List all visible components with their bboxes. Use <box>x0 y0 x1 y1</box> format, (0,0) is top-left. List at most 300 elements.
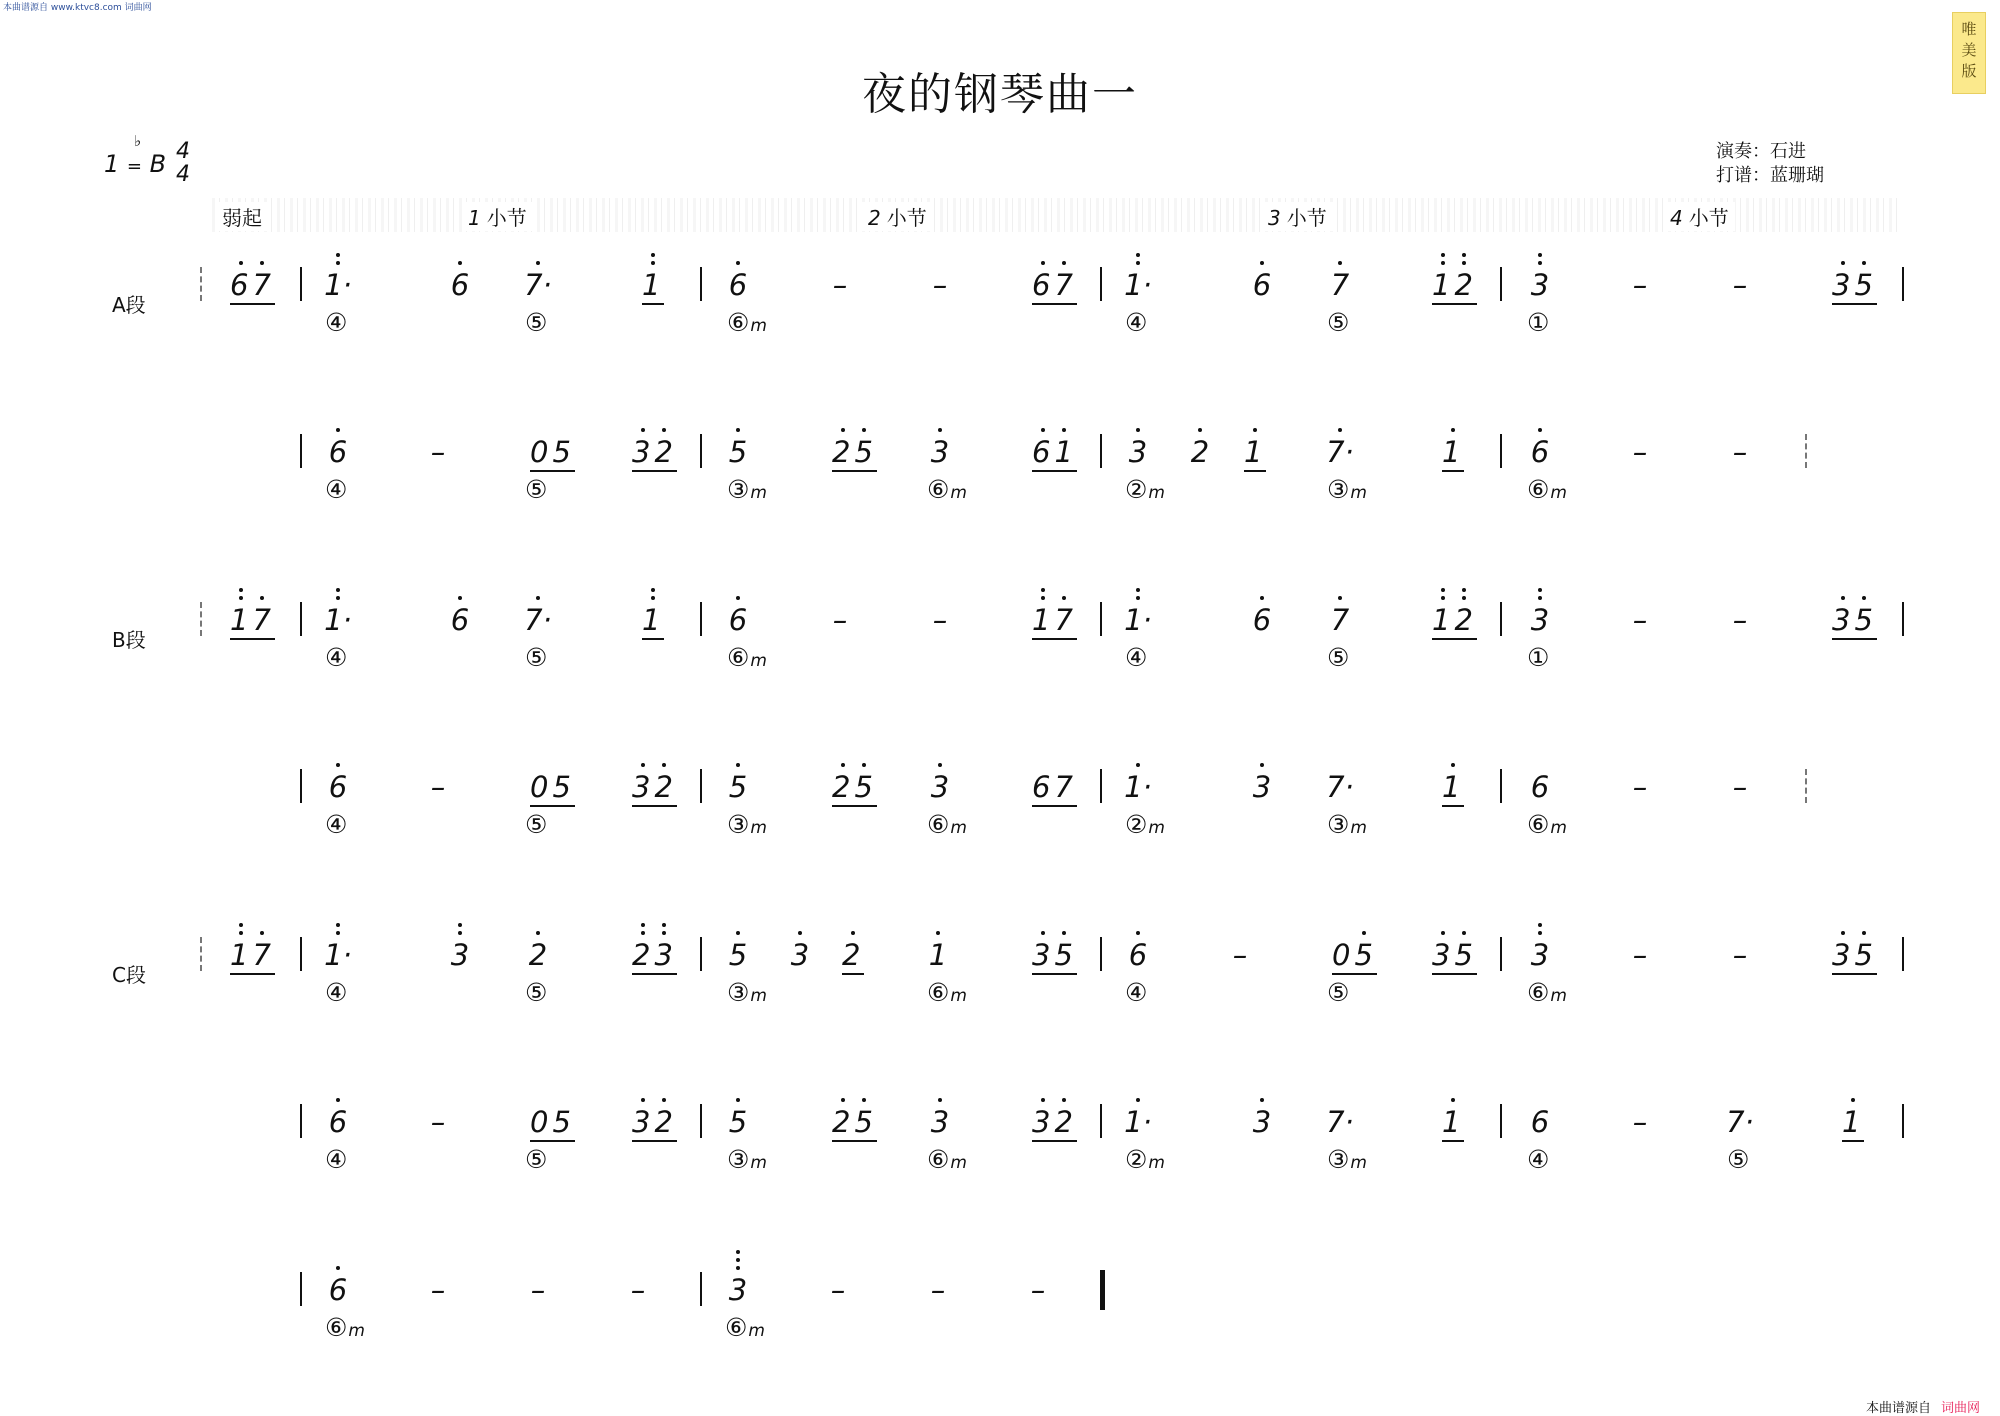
fingering-circle: ④ <box>1125 643 1148 672</box>
octave-dot <box>260 596 264 600</box>
fingering-mark: m <box>750 483 767 503</box>
bar-line <box>1902 1104 1904 1138</box>
time-signature <box>176 140 190 186</box>
string-fingering <box>325 1314 365 1345</box>
string-fingering <box>1327 644 1349 672</box>
note <box>438 270 482 300</box>
note-text: 1· <box>1124 603 1152 637</box>
note <box>1718 1107 1762 1137</box>
fingering-circle: ⑤ <box>1327 308 1350 337</box>
fingering-circle: ④ <box>325 1145 348 1174</box>
octave-dot <box>1451 428 1455 432</box>
fingering-circle: ⑥ <box>927 1145 950 1174</box>
fingering-circle: ⑤ <box>525 643 548 672</box>
bar-line <box>300 1104 302 1138</box>
eighth-note-group <box>1032 605 1077 635</box>
bar-line <box>1100 937 1102 971</box>
note-text: 7· <box>1326 435 1354 469</box>
note-text: 1 <box>642 603 664 640</box>
note <box>438 940 482 970</box>
bar-line <box>1100 267 1102 301</box>
octave-dot <box>458 596 462 600</box>
string-fingering <box>1125 476 1165 507</box>
string-fingering <box>325 811 347 839</box>
note <box>1718 270 1762 300</box>
octave-dot <box>1462 596 1466 600</box>
octave-dot <box>1841 261 1845 265</box>
octave-dot <box>1136 1098 1140 1102</box>
fingering-mark: m <box>1148 818 1165 838</box>
note-text: 35 <box>1032 938 1077 975</box>
note-text: 32 <box>632 1105 677 1142</box>
octave-dot <box>1451 1098 1455 1102</box>
note-text: – <box>830 1273 846 1307</box>
key-signature <box>104 132 167 178</box>
octave-dot <box>536 261 540 265</box>
octave-dot <box>651 253 655 257</box>
fingering-circle: ③ <box>1327 810 1350 839</box>
fingering-circle: ④ <box>325 810 348 839</box>
octave-dot <box>1441 596 1445 600</box>
octave-dot <box>1260 261 1264 265</box>
fingering-mark: m <box>1550 986 1567 1006</box>
fingering-circle: ⑥ <box>1527 978 1550 1007</box>
octave-dot <box>1441 588 1445 592</box>
note-text: 1 <box>1442 1105 1464 1142</box>
bar-line <box>1500 1104 1502 1138</box>
octave-dot <box>662 428 666 432</box>
note-text: 35 <box>1832 268 1877 305</box>
string-fingering <box>727 811 767 842</box>
octave-dot <box>1538 596 1542 600</box>
note-text: 6 <box>450 603 470 637</box>
string-fingering <box>525 979 547 1007</box>
eighth-note-group <box>1432 940 1477 970</box>
note-text: 2 <box>842 938 864 975</box>
string-fingering <box>1327 811 1367 842</box>
note-text: – <box>1632 1105 1648 1139</box>
key-letter: B <box>149 150 167 178</box>
measure-label-pickup <box>216 202 268 231</box>
fingering-mark: m <box>1550 483 1567 503</box>
fingering-circle: ⑤ <box>1727 1145 1750 1174</box>
note-text: 17 <box>1032 603 1077 640</box>
note-text: 3 <box>728 1273 748 1307</box>
note <box>1618 1107 1662 1137</box>
note <box>1618 772 1662 802</box>
stamp-char: 版 <box>1961 62 1977 80</box>
string-fingering <box>325 644 347 672</box>
octave-dot <box>336 428 340 432</box>
octave-dot <box>1136 931 1140 935</box>
note <box>1618 437 1662 467</box>
note-text: – <box>1732 435 1748 469</box>
note <box>1116 270 1160 300</box>
octave-dot <box>1441 261 1445 265</box>
note <box>1718 437 1762 467</box>
note-text: – <box>1632 770 1648 804</box>
note-text: 32 <box>632 770 677 807</box>
octave-dot <box>336 588 340 592</box>
note-text: – <box>430 1105 446 1139</box>
fingering-mark: m <box>950 986 967 1006</box>
note-text: 6 <box>728 603 748 637</box>
octave-dot <box>1851 1098 1855 1102</box>
string-fingering <box>1527 1146 1549 1174</box>
fingering-circle: ⑥ <box>1527 810 1550 839</box>
string-fingering <box>1125 811 1165 842</box>
octave-dot <box>651 261 655 265</box>
octave-dot <box>938 763 942 767</box>
string-fingering <box>727 476 767 507</box>
footer-source <box>1866 1397 1980 1416</box>
bar-line <box>1500 434 1502 468</box>
note <box>1618 605 1662 635</box>
note <box>416 437 460 467</box>
note-text: – <box>630 1273 646 1307</box>
note <box>1718 772 1762 802</box>
octave-dot <box>1136 763 1140 767</box>
note <box>1518 605 1562 635</box>
octave-dot <box>239 931 243 935</box>
note <box>716 1275 760 1305</box>
octave-dot <box>458 931 462 935</box>
note-text: 35 <box>1832 938 1877 975</box>
octave-dot <box>336 763 340 767</box>
measure-label-text: 小节 <box>1286 206 1327 230</box>
octave-dot <box>862 1098 866 1102</box>
note <box>1240 772 1284 802</box>
note-text: – <box>1030 1273 1046 1307</box>
bar-line <box>1500 267 1502 301</box>
note-text: 7· <box>524 603 552 637</box>
fingering-mark: m <box>750 316 767 336</box>
section-bar-line <box>1805 769 1809 803</box>
fingering-circle: ① <box>1527 308 1550 337</box>
note-text: – <box>1632 435 1648 469</box>
fingering-circle: ⑤ <box>525 308 548 337</box>
section-label-c: C段 <box>112 963 146 987</box>
octave-dot <box>336 261 340 265</box>
fingering-circle: ① <box>1527 643 1550 672</box>
note-text: – <box>1632 603 1648 637</box>
bar-line <box>1100 1104 1102 1138</box>
fingering-circle: ⑤ <box>525 475 548 504</box>
octave-dot <box>641 763 645 767</box>
eighth-note-group <box>1432 605 1477 635</box>
note-text: 5 <box>728 435 748 469</box>
note-text: – <box>1632 938 1648 972</box>
note-text: 25 <box>832 1105 877 1142</box>
eighth-note-group <box>1842 1107 1864 1137</box>
octave-dot <box>1441 253 1445 257</box>
octave-dot <box>1862 596 1866 600</box>
string-fingering <box>525 644 547 672</box>
note-text: 67 <box>1032 770 1077 807</box>
octave-dot <box>536 931 540 935</box>
note <box>416 1107 460 1137</box>
string-fingering <box>725 1314 765 1345</box>
note-text: – <box>832 603 848 637</box>
octave-dot <box>336 931 340 935</box>
eighth-note-group <box>832 437 877 467</box>
fingering-circle: ③ <box>727 475 750 504</box>
octave-dot <box>662 931 666 935</box>
note <box>918 1107 962 1137</box>
bar-line <box>1100 434 1102 468</box>
note-text: – <box>1732 603 1748 637</box>
eighth-note-group <box>632 437 677 467</box>
section-bar-line <box>1805 434 1809 468</box>
note-text: 3 <box>1252 1105 1272 1139</box>
octave-dot <box>651 596 655 600</box>
fingering-circle: ⑥ <box>1527 475 1550 504</box>
octave-dot <box>641 931 645 935</box>
note-text: – <box>430 1273 446 1307</box>
note <box>1318 1107 1362 1137</box>
octave-dot <box>841 763 845 767</box>
octave-dot <box>662 763 666 767</box>
octave-dot <box>1462 261 1466 265</box>
note-text: 1 <box>642 268 664 305</box>
fingering-circle: ④ <box>1527 1145 1550 1174</box>
note <box>416 1275 460 1305</box>
octave-dot <box>1538 261 1542 265</box>
fingering-mark: m <box>750 651 767 671</box>
octave-dot <box>641 923 645 927</box>
note-text: 1· <box>1124 268 1152 302</box>
eighth-note-group <box>642 270 664 300</box>
note-text: 6 <box>1128 938 1148 972</box>
octave-dot <box>1136 261 1140 265</box>
note-text: 1 <box>1442 770 1464 807</box>
note <box>316 1275 360 1305</box>
note-text: 61 <box>1032 435 1077 472</box>
string-fingering <box>1125 309 1147 337</box>
octave-dot <box>1441 931 1445 935</box>
eighth-note-group <box>1442 437 1464 467</box>
bar-line <box>700 267 702 301</box>
string-fingering <box>927 1146 967 1177</box>
string-fingering <box>1527 476 1567 507</box>
note-text: – <box>932 268 948 302</box>
note-text: 1· <box>1124 1105 1152 1139</box>
note-text: 67 <box>1032 268 1077 305</box>
note-text: – <box>832 268 848 302</box>
eighth-note-group <box>230 270 275 300</box>
note-text: – <box>1732 938 1748 972</box>
fingering-mark: m <box>1350 1153 1367 1173</box>
note <box>1318 270 1362 300</box>
string-fingering <box>727 644 767 675</box>
note-text: 6 <box>1530 770 1550 804</box>
note-text: 1 <box>1842 1105 1864 1142</box>
fingering-circle: ② <box>1125 810 1148 839</box>
string-fingering <box>525 1146 547 1174</box>
octave-dot <box>651 588 655 592</box>
note <box>1518 270 1562 300</box>
note <box>1178 437 1222 467</box>
string-fingering <box>1527 979 1567 1010</box>
measure-number: 1 <box>468 206 481 230</box>
note <box>1240 605 1284 635</box>
octave-dot <box>1841 596 1845 600</box>
bar-line <box>300 267 302 301</box>
octave-dot <box>1260 1098 1264 1102</box>
source-watermark: 本曲谱源自 www.ktvc8.com 词曲网 <box>3 3 152 13</box>
note-text: – <box>1632 268 1648 302</box>
octave-dot <box>1136 253 1140 257</box>
note <box>716 270 760 300</box>
note-text: 5 <box>728 938 748 972</box>
note-text: 1· <box>324 938 352 972</box>
note-text: 23 <box>632 938 677 975</box>
note-text: 1 <box>928 938 948 972</box>
note-text: 3 <box>450 938 470 972</box>
octave-dot <box>1041 596 1045 600</box>
eighth-note-group <box>1032 772 1077 802</box>
string-fingering <box>1527 811 1567 842</box>
fingering-circle: ④ <box>1125 308 1148 337</box>
stamp-char: 美 <box>1961 41 1977 59</box>
octave-dot <box>1862 261 1866 265</box>
measure-label-1 <box>462 202 533 231</box>
octave-dot <box>260 261 264 265</box>
octave-dot <box>736 1266 740 1270</box>
eighth-note-group <box>1032 270 1077 300</box>
note-text: 3 <box>1530 268 1550 302</box>
note <box>1718 605 1762 635</box>
fingering-mark: m <box>950 818 967 838</box>
note <box>1318 605 1362 635</box>
string-fingering <box>927 811 967 842</box>
note <box>1518 772 1562 802</box>
bar-line <box>700 769 702 803</box>
bar-line <box>700 937 702 971</box>
string-fingering <box>525 476 547 504</box>
string-fingering <box>727 1146 767 1177</box>
eighth-note-group <box>530 437 575 467</box>
fingering-mark: m <box>750 818 767 838</box>
string-fingering <box>325 1146 347 1174</box>
eighth-note-group <box>1832 270 1877 300</box>
fingering-circle: ⑤ <box>525 978 548 1007</box>
octave-dot <box>1462 588 1466 592</box>
note <box>1016 1275 1060 1305</box>
octave-dot <box>1062 261 1066 265</box>
fingering-circle: ⑥ <box>927 810 950 839</box>
string-fingering <box>1327 979 1349 1007</box>
octave-dot <box>1260 596 1264 600</box>
note <box>316 940 360 970</box>
note-text: 3 <box>1252 770 1272 804</box>
note-text: 6 <box>450 268 470 302</box>
eighth-note-group <box>530 1107 575 1137</box>
measure-label-text: 弱起 <box>222 206 262 230</box>
string-fingering <box>1527 309 1549 337</box>
octave-dot <box>641 1098 645 1102</box>
note-text: – <box>930 1273 946 1307</box>
bar-line <box>1902 602 1904 636</box>
octave-dot <box>1362 931 1366 935</box>
fingering-circle: ⑤ <box>525 810 548 839</box>
footer-site-name: 词曲网 <box>1941 1401 1981 1416</box>
time-signature-top: 4 <box>176 139 190 164</box>
key-tonic: 1 <box>104 150 120 178</box>
section-label-b: B段 <box>112 628 146 652</box>
note-text: 6 <box>1530 435 1550 469</box>
octave-dot <box>641 428 645 432</box>
note <box>918 605 962 635</box>
stamp-char: 唯 <box>1961 20 1977 38</box>
fingering-circle: ② <box>1125 1145 1148 1174</box>
octave-dot <box>239 596 243 600</box>
octave-dot <box>1041 588 1045 592</box>
note-text: 32 <box>632 435 677 472</box>
octave-dot <box>851 931 855 935</box>
note-text: – <box>430 770 446 804</box>
note <box>716 437 760 467</box>
eighth-note-group <box>1332 940 1377 970</box>
note-text: – <box>1732 268 1748 302</box>
octave-dot <box>239 923 243 927</box>
eighth-note-group <box>842 940 864 970</box>
fingering-mark: m <box>1550 818 1567 838</box>
note <box>716 940 760 970</box>
note-text: 6 <box>328 1105 348 1139</box>
note <box>1116 605 1160 635</box>
eighth-note-group <box>1442 1107 1464 1137</box>
note <box>818 270 862 300</box>
eighth-note-group <box>832 1107 877 1137</box>
string-fingering <box>325 476 347 504</box>
footer-source-text: 本曲谱源自 <box>1866 1401 1932 1416</box>
note <box>1618 940 1662 970</box>
octave-dot <box>1136 428 1140 432</box>
section-bar-line <box>200 267 204 301</box>
bar-line <box>300 434 302 468</box>
note-text: 67 <box>230 268 275 305</box>
octave-dot <box>1462 931 1466 935</box>
note-text: 5 <box>728 770 748 804</box>
fingering-mark: m <box>348 1321 365 1341</box>
note-text: 7 <box>1330 603 1350 637</box>
bar-line <box>1100 602 1102 636</box>
song-title: 夜的钢琴曲一 <box>862 69 1138 120</box>
octave-dot <box>458 923 462 927</box>
octave-dot <box>736 1258 740 1262</box>
note-text: 35 <box>1432 938 1477 975</box>
fingering-mark: m <box>950 1153 967 1173</box>
note-text: 1· <box>324 268 352 302</box>
note-text: 5 <box>728 1105 748 1139</box>
octave-dot <box>1338 428 1342 432</box>
note-text: 2 <box>1190 435 1210 469</box>
note <box>916 1275 960 1305</box>
note-text: 6 <box>1530 1105 1550 1139</box>
measure-number: 2 <box>868 206 881 230</box>
octave-dot <box>736 763 740 767</box>
octave-dot <box>736 261 740 265</box>
note <box>1116 437 1160 467</box>
eighth-note-group <box>632 772 677 802</box>
eighth-note-group <box>1244 437 1266 467</box>
note <box>416 772 460 802</box>
fingering-circle: ④ <box>1125 978 1148 1007</box>
fingering-circle: ③ <box>727 978 750 1007</box>
octave-dot <box>458 261 462 265</box>
bar-line <box>1902 937 1904 971</box>
